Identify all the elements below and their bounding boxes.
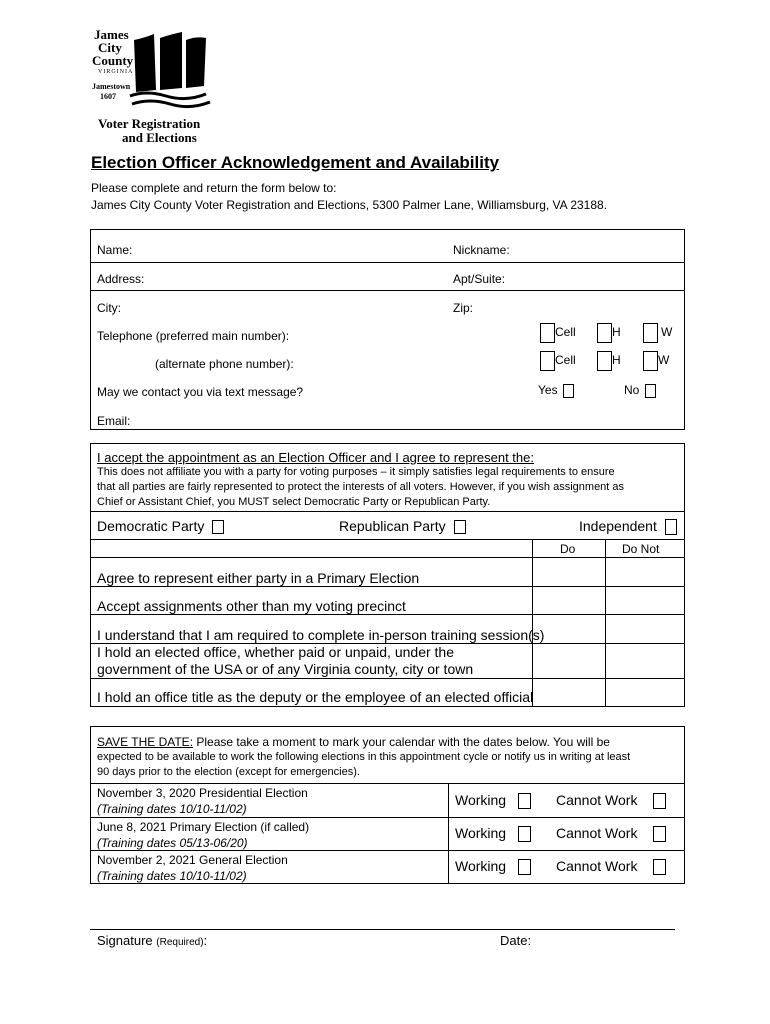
phone-main-work (643, 323, 672, 343)
home-label: H (612, 325, 621, 340)
intro-line1: Please complete and return the form below to: (91, 181, 337, 195)
zip-label[interactable]: Zip: (453, 301, 474, 315)
col-do: Do (560, 542, 576, 556)
cell-do-2[interactable] (533, 587, 605, 614)
text-no (624, 383, 656, 398)
alt-work-label: W (658, 353, 670, 368)
org-name-line2: and Elections (122, 130, 197, 145)
election-3-cannot (556, 858, 666, 875)
working-label-1: Working (455, 792, 507, 808)
cell-do-1[interactable] (533, 558, 605, 586)
logo-county: County (92, 53, 134, 68)
cannot-label-1: Cannot Work (556, 792, 638, 808)
cell-donot-4[interactable] (606, 644, 684, 678)
work-checkbox[interactable] (643, 323, 658, 343)
alt-home-label: H (612, 353, 621, 368)
org-name-line1: Voter Registration (98, 116, 201, 131)
independent-checkbox[interactable] (665, 519, 677, 535)
yes-checkbox[interactable] (563, 384, 574, 398)
cannot-label-2: Cannot Work (556, 825, 638, 841)
phone-alt-home (597, 351, 621, 371)
yes-label: Yes (538, 383, 558, 397)
working-label-3: Working (455, 858, 507, 874)
phone-alt-cell (540, 351, 576, 371)
text-question: May we contact you via text message? (97, 385, 304, 399)
intro-address: James City County Voter Registration and Elections, 5300 Palmer Lane, Williamsburg, VA 23188. (91, 198, 608, 212)
row-deputy: I hold an office title as the deputy or the employee of an elected official (97, 689, 534, 705)
save-date-label: SAVE THE DATE: (97, 735, 194, 749)
text-yes (538, 383, 574, 398)
election-2-working (455, 825, 531, 842)
county-logo (88, 28, 228, 120)
home-checkbox[interactable] (597, 323, 612, 343)
nickname-label[interactable]: Nickname: (453, 243, 510, 257)
logo-james: James (94, 27, 129, 42)
phone-alt-work (643, 351, 669, 371)
election-1-training: (Training dates 10/10-11/02) (97, 802, 247, 816)
row-training: I understand that I am required to complete in-person training session(s) (97, 627, 545, 643)
logo-virginia: VIRGINIA (98, 69, 134, 75)
signature-required: (Required) (156, 937, 204, 948)
row-elected-office: I hold an elected office, whether paid or unpaid, under the (97, 644, 454, 660)
cell-donot-3[interactable] (606, 615, 684, 643)
signature-colon: : (203, 933, 208, 948)
logo-jamestown: Jamestown (92, 82, 131, 91)
cell-do-5[interactable] (533, 679, 605, 706)
cell-donot-5[interactable] (606, 679, 684, 706)
cell-label: Cell (555, 325, 576, 340)
signature-field[interactable] (97, 933, 207, 948)
appointment-note-1: This does not affiliate you with a party for voting purposes – it simply satisfies legal requirements to ensure (97, 466, 615, 478)
logo-city: City (98, 40, 122, 55)
email-label[interactable]: Email: (97, 414, 131, 428)
election-1-name: November 3, 2020 Presidential Election (97, 786, 308, 800)
cannot-checkbox-2[interactable] (653, 826, 666, 842)
election-1-cannot (556, 792, 666, 809)
appointment-note-2: that all parties are fairly represented to protect the interests of all voters. However, if you wish assignment as (97, 481, 625, 493)
logo-1607: 1607 (100, 92, 116, 101)
work-label: W (661, 325, 673, 340)
col-do-not: Do Not (622, 542, 660, 556)
working-checkbox-2[interactable] (518, 826, 531, 842)
phone-main-home (597, 323, 621, 343)
alt-cell-label: Cell (555, 353, 576, 368)
cannot-label-3: Cannot Work (556, 858, 638, 874)
cell-checkbox[interactable] (540, 323, 555, 343)
independent-label: Independent (579, 518, 657, 534)
election-2-name: June 8, 2021 Primary Election (if called) (97, 820, 310, 834)
working-checkbox-1[interactable] (518, 793, 531, 809)
no-label: No (624, 383, 640, 397)
election-1-working (455, 792, 531, 809)
save-date-text1: Please take a moment to mark your calendar with the dates below. You will be (193, 735, 610, 749)
row-other-precinct: Accept assignments other than my voting precinct (97, 598, 406, 614)
ship-sails-icon (126, 30, 216, 110)
city-label[interactable]: City: (97, 301, 121, 315)
signature-label: Signature (97, 933, 153, 948)
cannot-checkbox-3[interactable] (653, 859, 666, 875)
appointment-note-3: Chief or Assistant Chief, you MUST select Democratic Party or Republican Party. (97, 496, 491, 508)
election-3-training: (Training dates 10/10-11/02) (97, 869, 247, 883)
party-democratic (97, 518, 224, 534)
republican-checkbox[interactable] (454, 520, 466, 534)
election-2-training: (Training dates 05/13-06/20) (97, 836, 248, 850)
row-primary: Agree to represent either party in a Primary Election (97, 570, 420, 586)
democratic-checkbox[interactable] (212, 520, 224, 534)
phone-main-cell (540, 323, 576, 343)
alt-cell-checkbox[interactable] (540, 351, 555, 371)
phone-main-label[interactable]: Telephone (preferred main number): (97, 329, 290, 343)
cell-do-4[interactable] (533, 644, 605, 678)
working-checkbox-3[interactable] (518, 859, 531, 875)
cell-donot-2[interactable] (606, 587, 684, 614)
cell-donot-1[interactable] (606, 558, 684, 586)
apt-label[interactable]: Apt/Suite: (453, 272, 506, 286)
date-field-label[interactable]: Date: (500, 933, 532, 948)
election-2-cannot (556, 825, 666, 842)
alt-work-checkbox[interactable] (643, 351, 658, 371)
save-date-line2: expected to be available to work the following elections in this appointment cycle or notify us in writing at least (97, 751, 631, 763)
alt-home-checkbox[interactable] (597, 351, 612, 371)
no-checkbox[interactable] (645, 384, 656, 398)
party-independent (579, 518, 677, 535)
save-date-line1 (97, 735, 610, 749)
election-3-name: November 2, 2021 General Election (97, 853, 288, 867)
appointment-heading: I accept the appointment as an Election Officer and I agree to represent the: (97, 450, 534, 465)
election-3-working (455, 858, 531, 875)
row-elected-office-2: government of the USA or of any Virginia county, city or town (97, 661, 474, 677)
name-label[interactable]: Name: (97, 243, 133, 257)
working-label-2: Working (455, 825, 507, 841)
address-label[interactable]: Address: (97, 272, 145, 286)
phone-alt-label[interactable]: (alternate phone number): (155, 357, 294, 371)
cannot-checkbox-1[interactable] (653, 793, 666, 809)
save-date-line3: 90 days prior to the election (except for emergencies). (97, 766, 360, 778)
page-title: Election Officer Acknowledgement and Availability (91, 153, 500, 172)
democratic-label: Democratic Party (97, 518, 205, 534)
party-republican (339, 518, 466, 534)
republican-label: Republican Party (339, 518, 446, 534)
